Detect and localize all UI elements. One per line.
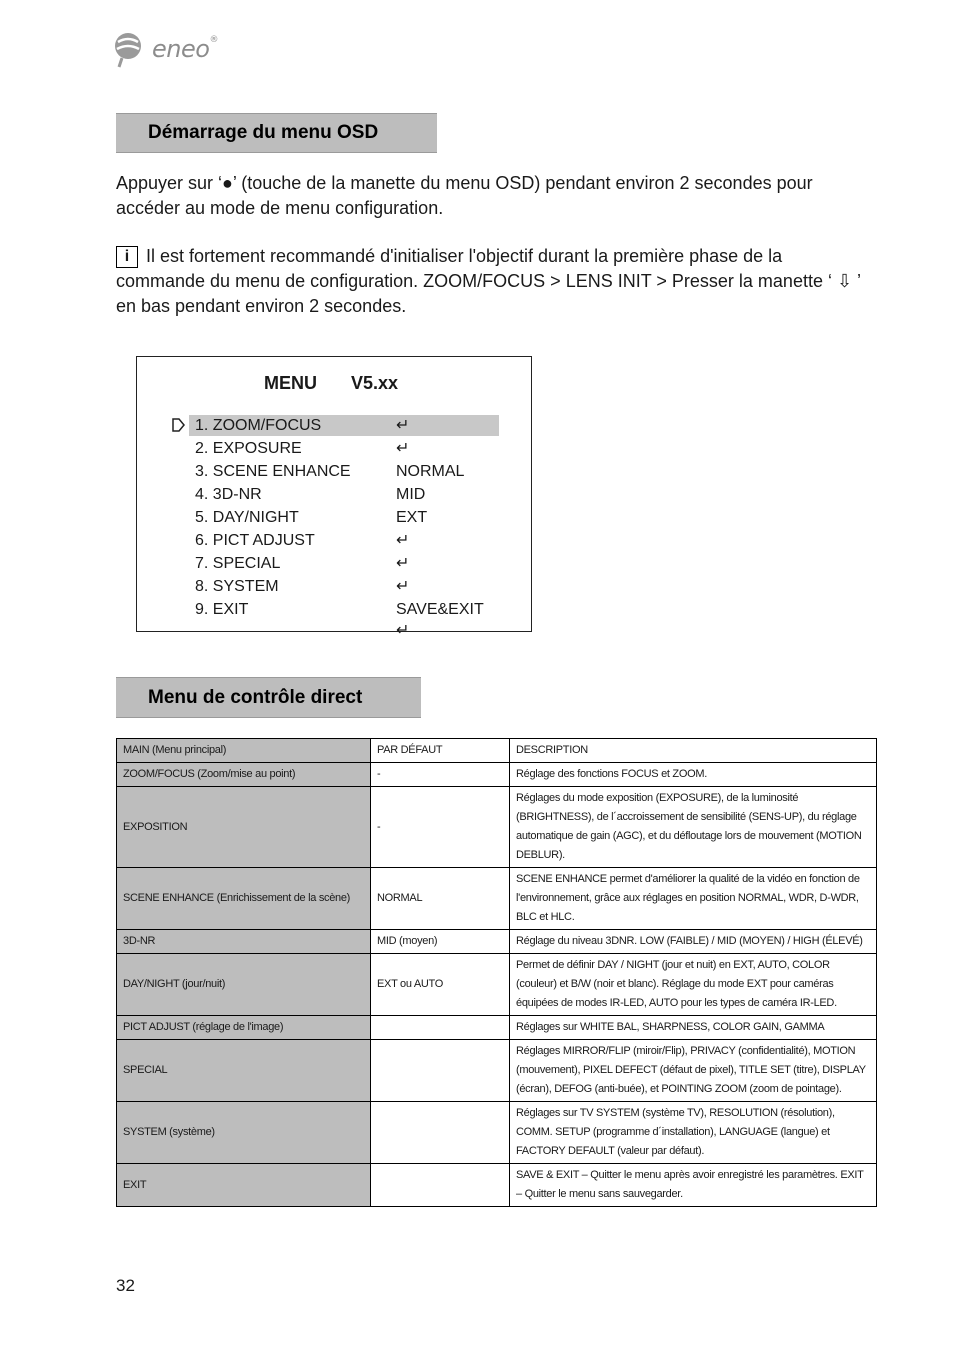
- table-cell-main: DAY/NIGHT (jour/nuit): [117, 954, 371, 1016]
- table-row: [117, 868, 877, 930]
- table-cell-main: EXPOSITION: [117, 787, 371, 868]
- osd-menu-item: 8. SYSTEM ↵: [195, 578, 410, 595]
- table-cell-default: -: [371, 763, 510, 787]
- direct-control-table: [116, 738, 877, 1207]
- table-cell-description: Réglages du mode exposition (EXPOSURE), de la luminosité (BRIGHTNESS), de l´accroissement de sensibilité (SENS-UP), du réglage automatique de gain (AGC), et du défloutage lors de mouvement (MOTION DEBLUR).: [510, 787, 877, 868]
- osd-menu-item: 3. SCENE ENHANCE NORMAL: [195, 463, 465, 480]
- table-cell-main: SPECIAL: [117, 1040, 371, 1102]
- table-cell-description: Réglages sur WHITE BAL, SHARPNESS, COLOR GAIN, GAMMA: [510, 1016, 877, 1040]
- table-cell-default: [371, 1102, 510, 1164]
- osd-menu-item: 2. EXPOSURE ↵: [195, 440, 410, 457]
- table-row: [117, 1016, 877, 1040]
- osd-menu-title: MENU: [264, 373, 317, 393]
- osd-menu-item: 9. EXIT SAVE&EXIT ↵: [195, 601, 484, 639]
- table-cell-default: [371, 1016, 510, 1040]
- table-cell-description: SCENE ENHANCE permet d'améliorer la qualité de la vidéo en fonction de l'environnement, grâce aux réglages en position NORMAL, WDR, D-WDR, BLC et HLC.: [510, 868, 877, 930]
- table-cell-default: [371, 1040, 510, 1102]
- info-note-text: Il est fortement recommandé d'initialiser l'objectif durant la première phase de la commande du menu de configuration. ZOOM/FOCUS > LENS INIT > Presser la manette ‘ ⇩ ’ en bas pendant environ 2 secondes.: [116, 246, 861, 316]
- osd-menu-item: 4. 3D-NR MID: [195, 486, 426, 503]
- table-cell-main: EXIT: [117, 1164, 371, 1207]
- table-cell-default: -: [371, 787, 510, 868]
- table-cell-description: Réglage des fonctions FOCUS et ZOOM.: [510, 763, 877, 787]
- page-number: 32: [116, 1276, 135, 1295]
- table-cell-default: MID (moyen): [371, 930, 510, 954]
- table-header-cell: DESCRIPTION: [510, 739, 877, 763]
- table-cell-description: Réglages sur TV SYSTEM (système TV), RESOLUTION (résolution), COMM. SETUP (programme d´installation), LANGUAGE (langue) et FACTORY DEFAULT (valeur par défaut).: [510, 1102, 877, 1164]
- table-header-row: [117, 739, 877, 763]
- table-cell-main: ZOOM/FOCUS (Zoom/mise au point): [117, 763, 371, 787]
- table-cell-default: [371, 1164, 510, 1207]
- eneo-logo-icon: [112, 30, 146, 68]
- table-cell-default: EXT ou AUTO: [371, 954, 510, 1016]
- osd-menu-item: 5. DAY/NIGHT EXT: [195, 509, 428, 526]
- table-row: [117, 930, 877, 954]
- table-cell-description: Réglage du niveau 3DNR. LOW (FAIBLE) / MID (MOYEN) / HIGH (ÉLEVÉ): [510, 930, 877, 954]
- table-row: [117, 763, 877, 787]
- table-header-cell: MAIN (Menu principal): [117, 739, 371, 763]
- table-cell-description: Réglages MIRROR/FLIP (miroir/Flip), PRIVACY (confidentialité), MOTION (mouvement), PIXEL DEFECT (défaut de pixel), TITLE SET (titre), DISPLAY (écran), DEFOG (anti-buée), et POINTING ZOOM (zoom de pointage).: [510, 1040, 877, 1102]
- table-cell-main: PICT ADJUST (réglage de l'image): [117, 1016, 371, 1040]
- table-cell-main: SYSTEM (système): [117, 1102, 371, 1164]
- brand-logo: [112, 30, 218, 68]
- table-cell-main: SCENE ENHANCE (Enrichissement de la scène): [117, 868, 371, 930]
- menu-cursor-icon: [171, 418, 185, 432]
- table-cell-main: 3D-NR: [117, 930, 371, 954]
- table-row: [117, 1164, 877, 1207]
- table-row: [117, 954, 877, 1016]
- table-header-cell: PAR DÉFAUT: [371, 739, 510, 763]
- osd-menu-item: 6. PICT ADJUST ↵: [195, 532, 410, 549]
- section-title-osd: Démarrage du menu OSD: [116, 113, 437, 153]
- table-row: [117, 787, 877, 868]
- osd-instructions: Appuyer sur ‘●’ (touche de la manette du menu OSD) pendant environ 2 secondes pour accéder au mode de menu configuration.: [116, 173, 813, 218]
- osd-menu-item: 1. ZOOM/FOCUS ↵: [189, 415, 499, 436]
- info-icon: i: [116, 246, 138, 268]
- table-cell-description: SAVE & EXIT – Quitter le menu après avoir enregistré les paramètres. EXIT – Quitter le menu sans sauvegarder.: [510, 1164, 877, 1207]
- osd-menu-version: V5.xx: [351, 373, 399, 393]
- table-cell-default: NORMAL: [371, 868, 510, 930]
- section-title-direct-control: Menu de contrôle direct: [116, 677, 421, 718]
- osd-menu-item: 7. SPECIAL ↵: [195, 555, 410, 572]
- osd-menu-figure: [136, 356, 532, 639]
- info-note: [116, 244, 876, 319]
- table-row: [117, 1040, 877, 1102]
- table-row: [117, 1102, 877, 1164]
- table-cell-description: Permet de définir DAY / NIGHT (jour et nuit) en EXT, AUTO, COLOR (couleur) et B/W (noir et blanc). Réglage du mode EXT pour caméras équipées de modes IR-LED, AUTO pour les types de caméra IR-LED.: [510, 954, 877, 1016]
- logo-text: eneo®: [152, 35, 218, 63]
